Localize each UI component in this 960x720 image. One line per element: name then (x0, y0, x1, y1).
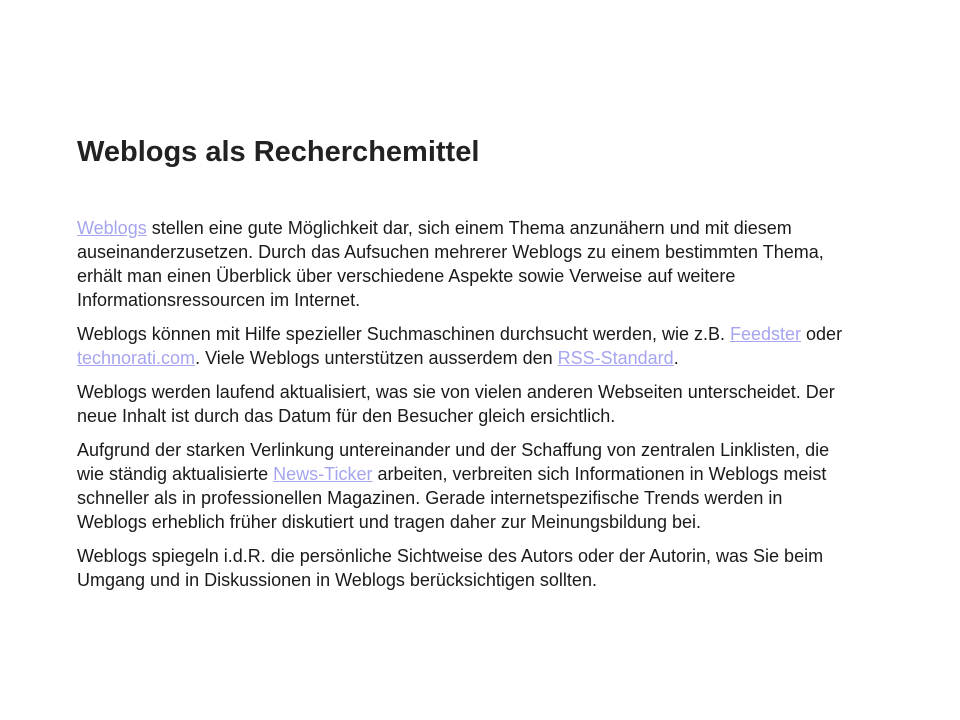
paragraph-text: Weblogs können mit Hilfe spezieller Suchmaschinen durchsucht werden, wie z.B. (77, 324, 730, 344)
paragraph-text: . (673, 348, 679, 368)
link-weblogs[interactable]: Weblogs (77, 218, 147, 238)
link-news-ticker[interactable]: News-Ticker (273, 464, 373, 484)
paragraph-text: oder (801, 324, 843, 344)
paragraph-text: Weblogs spiegeln i.d.R. die persönliche Sichtweise des Autors oder der Autorin, was Sie beim Umgang und in Diskussionen in Weblogs berücksichtigen sollten. (77, 546, 824, 590)
link-feedster[interactable]: Feedster (729, 324, 802, 344)
link-rss-standard[interactable]: RSS-Standard (557, 348, 674, 368)
paragraph-text: arbeiten, verbreiten sich Informationen in Weblogs meist schneller als in professionellen Magazinen. Gerade internetspezifische Trends werden in Weblogs erheblich früher diskutiert und tragen daher zur Meinungsbildung bei. (77, 464, 827, 532)
link-technorati[interactable]: technorati.com (77, 348, 196, 368)
slide (77, 132, 847, 602)
paragraph-linking (77, 438, 847, 534)
paragraph-text: Aufgrund der starken Verlinkung untereinander und der Schaffung von zentralen Linklisten, die wie ständig aktualisierte (77, 440, 830, 484)
paragraph-updates (77, 380, 847, 428)
paragraph-text: stellen eine gute Möglichkeit dar, sich einem Thema anzunähern und mit diesem auseinanderzusetzen. Durch das Aufsuchen mehrerer Weblogs zu einem bestimmten Thema, erhält man einen Überblick über verschiedene Aspekte sowie Verweise auf weitere Informationsressourcen im Internet. (77, 218, 824, 310)
slide-title: Weblogs als Recherchemittel (77, 136, 480, 168)
paragraph-search (77, 322, 847, 370)
paragraph-perspective (77, 544, 847, 592)
paragraph-text: Weblogs werden laufend aktualisiert, was sie von vielen anderen Webseiten unterscheidet. Der neue Inhalt ist durch das Datum für den Besucher gleich ersichtlich. (77, 382, 835, 426)
paragraph-text: . Viele Weblogs unterstützen ausserdem den (195, 348, 558, 368)
paragraph-intro (77, 216, 847, 312)
